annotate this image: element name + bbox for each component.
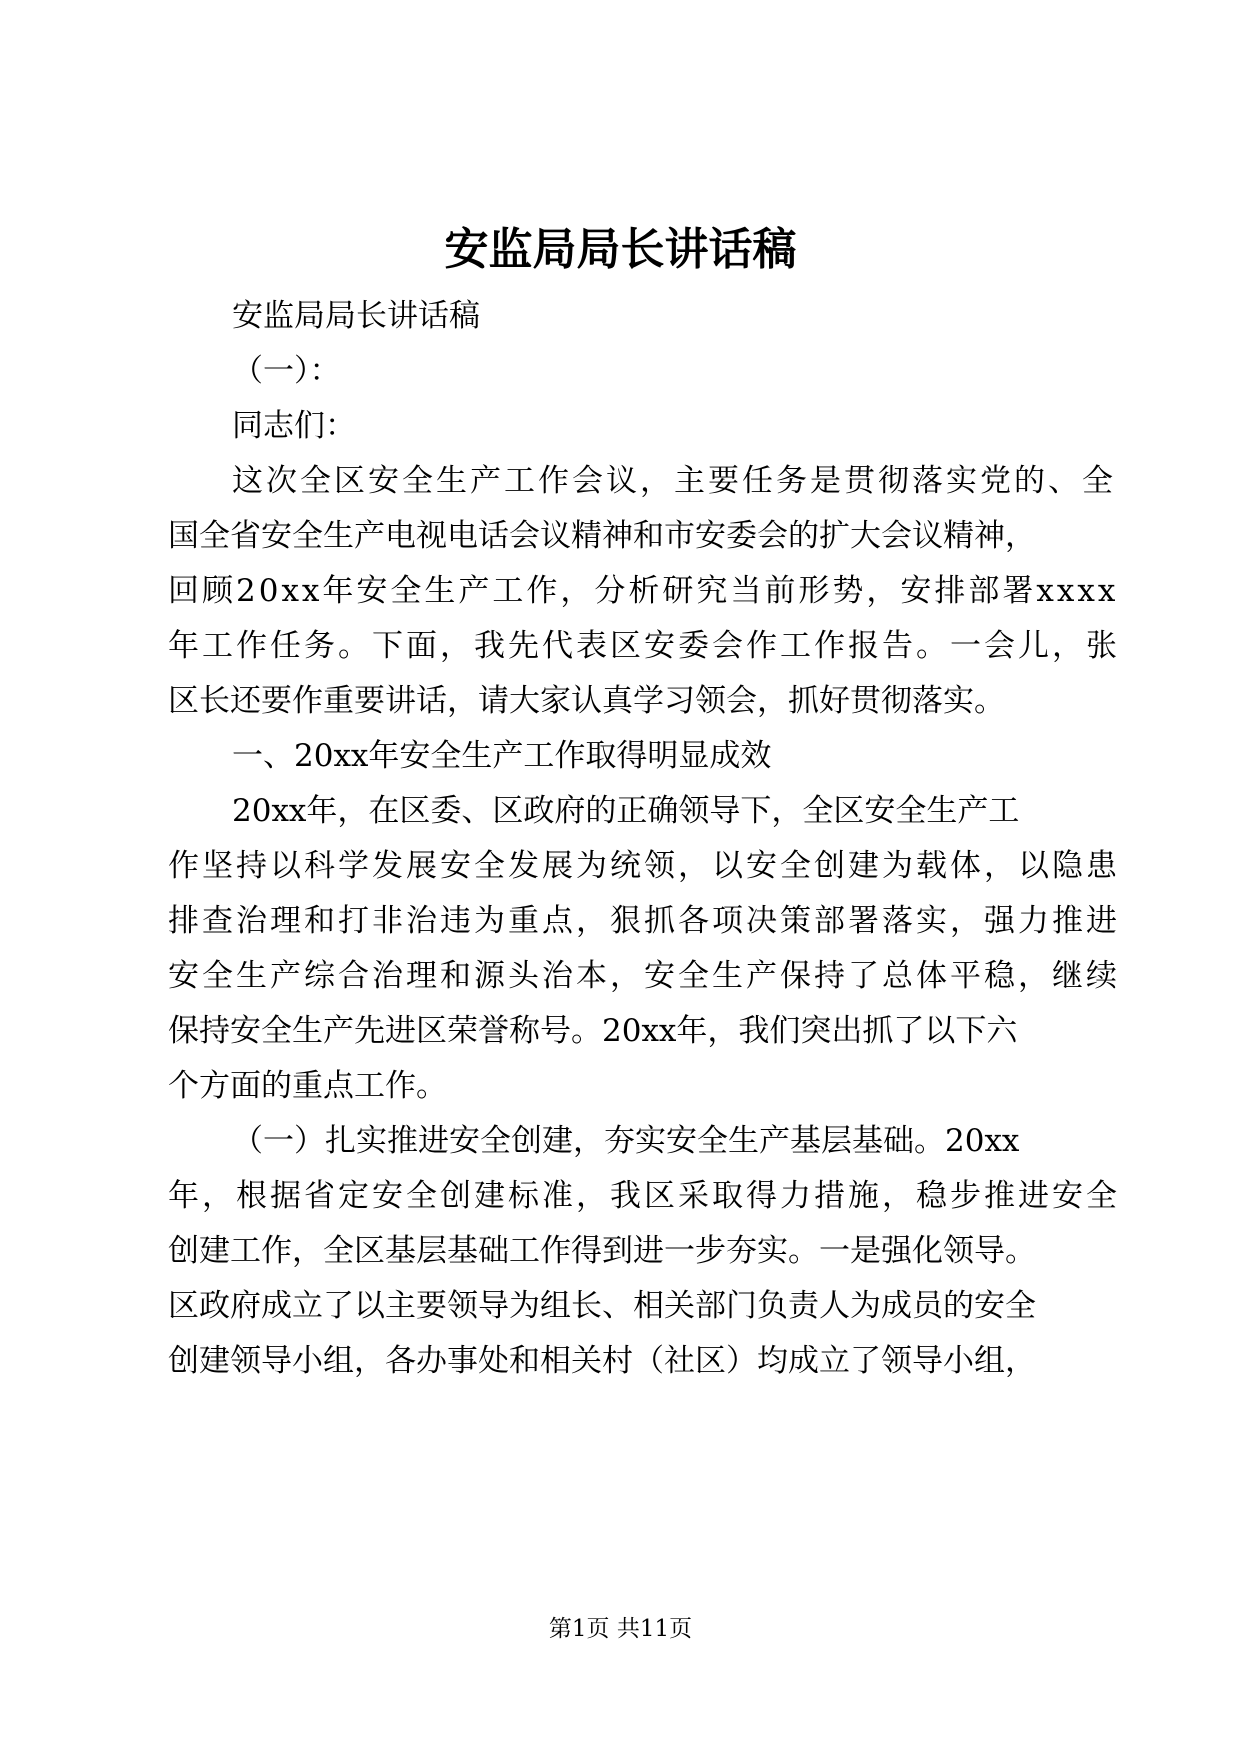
body-line-salutation: 同志们： <box>232 408 356 444</box>
body-line: 年工作任务。下面，我先代表区安委会作工作报告。一会儿，张 <box>168 628 1120 664</box>
body-line: 作坚持以科学发展安全发展为统领，以安全创建为载体，以隐患 <box>168 848 1120 884</box>
body-line: 国全省安全生产电视电话会议精神和市安委会的扩大会议精神， <box>168 518 1036 554</box>
body-line: （一）扎实推进安全创建，夯实安全生产基层基础。20xx <box>232 1123 1020 1159</box>
body-line: 保持安全生产先进区荣誉称号。20xx年，我们突出抓了以下六 <box>168 1013 1018 1049</box>
body-line: 创建工作，全区基层基础工作得到进一步夯实。一是强化领导。 <box>168 1233 1036 1269</box>
body-line: 排查治理和打非治违为重点，狠抓各项决策部署落实，强力推进 <box>168 903 1120 939</box>
body-line: 回顾20xx年安全生产工作，分析研究当前形势，安排部署xxxx <box>168 573 1119 609</box>
body-line: 创建领导小组，各办事处和相关村（社区）均成立了领导小组， <box>168 1343 1036 1379</box>
body-line: 安全生产综合治理和源头治本，安全生产保持了总体平稳，继续 <box>168 958 1120 994</box>
document-title: 安监局局长讲话稿 <box>444 224 797 275</box>
body-line-subtitle: 安监局局长讲话稿 <box>232 298 480 334</box>
body-line: 区长还要作重要讲话，请大家认真学习领会，抓好贯彻落实。 <box>168 683 1005 719</box>
section-heading: 一、20xx年安全生产工作取得明显成效 <box>232 738 772 774</box>
page-number-footer: 第1页 共11页 <box>548 1616 693 1642</box>
body-line: 年，根据省定安全创建标准，我区采取得力措施，稳步推进安全 <box>168 1178 1120 1214</box>
body-line: 这次全区安全生产工作会议，主要任务是贯彻落实党的、全 <box>232 463 1116 499</box>
body-line: 区政府成立了以主要领导为组长、相关部门负责人为成员的安全 <box>168 1288 1036 1324</box>
body-line: 20xx年，在区委、区政府的正确领导下，全区安全生产工 <box>232 793 1020 829</box>
body-line-section-number: （一）： <box>232 353 341 389</box>
body-line: 个方面的重点工作。 <box>168 1068 447 1104</box>
